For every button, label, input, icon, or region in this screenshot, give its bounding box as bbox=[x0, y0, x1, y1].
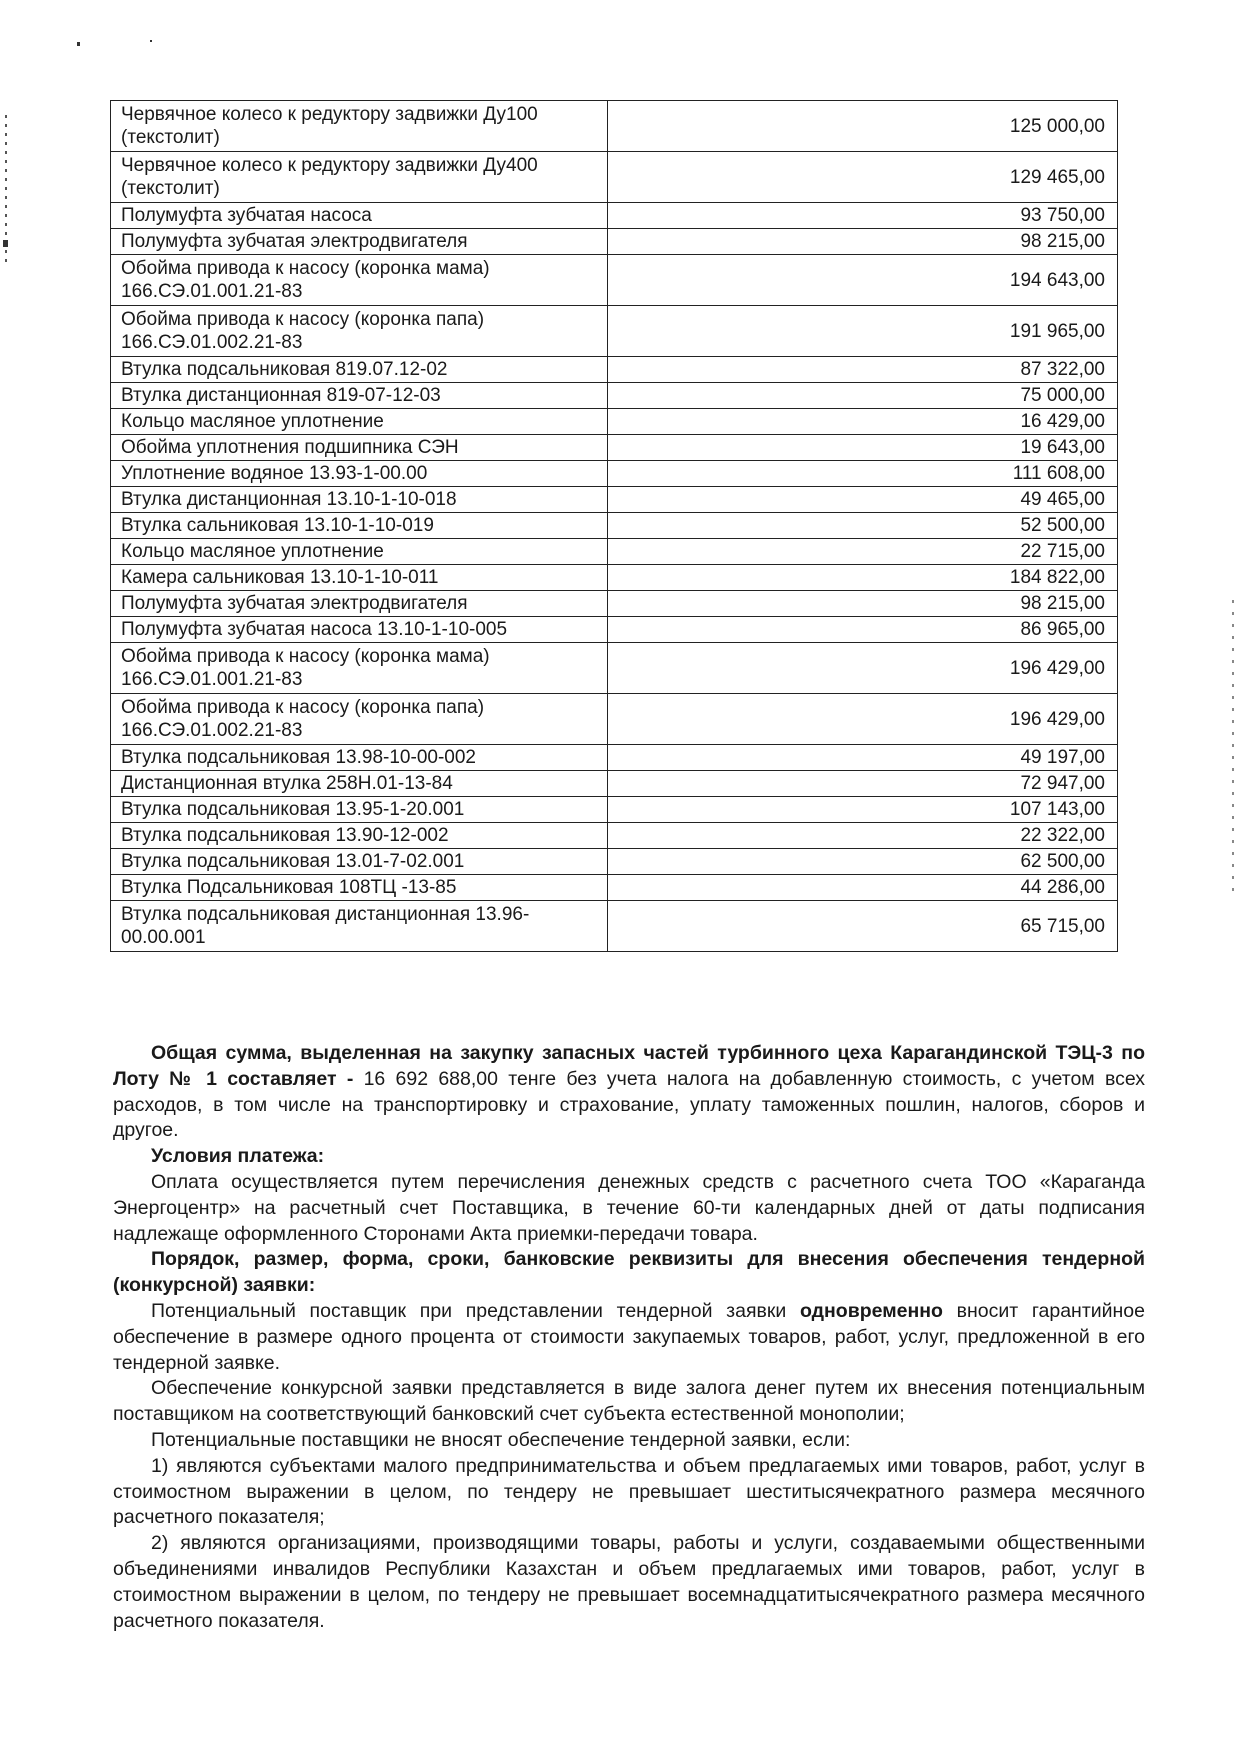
item-price-cell: 184 822,00 bbox=[608, 565, 1118, 591]
item-name-cell: Полумуфта зубчатая электродвигателя bbox=[111, 591, 608, 617]
item-price-cell: 44 286,00 bbox=[608, 875, 1118, 901]
item-price-cell: 49 197,00 bbox=[608, 745, 1118, 771]
table-row bbox=[111, 255, 1118, 306]
item-price-cell: 93 750,00 bbox=[608, 203, 1118, 229]
security-paragraph-4: 1) являются субъектами малого предпринимательства и объем предлагаемых ими товаров, работ, услуг в стоимостном выражении в целом, по тендеру не превышает шеститысячекратного размера месячного расчетного показателя; bbox=[113, 1454, 1145, 1529]
table-row bbox=[111, 357, 1118, 383]
table-row bbox=[111, 487, 1118, 513]
item-price-cell: 16 429,00 bbox=[608, 409, 1118, 435]
item-name-cell: Обойма привода к насосу (коронка папа) 166.СЭ.01.002.21-83 bbox=[111, 694, 608, 745]
table-row bbox=[111, 229, 1118, 255]
item-name-cell: Полумуфта зубчатая электродвигателя bbox=[111, 229, 608, 255]
item-price-cell: 65 715,00 bbox=[608, 901, 1118, 952]
total-amount-paragraph bbox=[113, 1041, 1145, 1144]
table-row bbox=[111, 383, 1118, 409]
security-heading: Порядок, размер, форма, сроки, банковские реквизиты для внесения обеспечения тендерной (конкурсной) заявки: bbox=[113, 1248, 1145, 1297]
item-name-cell: Втулка подсальниковая 13.95-1-20.001 bbox=[111, 797, 608, 823]
item-name-cell: Обойма привода к насосу (коронка мама) 166.СЭ.01.001.21-83 bbox=[111, 255, 608, 306]
item-price-cell: 191 965,00 bbox=[608, 306, 1118, 357]
item-name-cell: Уплотнение водяное 13.93-1-00.00 bbox=[111, 461, 608, 487]
payment-body: Оплата осуществляется путем перечисления денежных средств с расчетного счета ТОО «Караганда Энергоцентр» на расчетный счет Поставщика, в течение 60-ти календарных дней от даты подписания надлежаще оформленного Сторонами Акта приемки-передачи товара. bbox=[113, 1170, 1145, 1245]
table-row bbox=[111, 823, 1118, 849]
table-row bbox=[111, 745, 1118, 771]
table-row bbox=[111, 617, 1118, 643]
item-name-cell: Втулка подсальниковая 13.90-12-002 bbox=[111, 823, 608, 849]
item-price-cell: 98 215,00 bbox=[608, 229, 1118, 255]
scan-artifact-right-edge bbox=[1232, 600, 1234, 900]
item-price-cell: 75 000,00 bbox=[608, 383, 1118, 409]
item-name-cell: Обойма привода к насосу (коронка папа) 166.СЭ.01.002.21-83 bbox=[111, 306, 608, 357]
item-price-cell: 107 143,00 bbox=[608, 797, 1118, 823]
table-row bbox=[111, 409, 1118, 435]
item-price-cell: 22 715,00 bbox=[608, 539, 1118, 565]
item-name-cell: Червячное колесо к редуктору задвижки Ду100 (текстолит) bbox=[111, 101, 608, 152]
table-row bbox=[111, 591, 1118, 617]
table-row bbox=[111, 435, 1118, 461]
total-amount-rest: 16 692 688,00 тенге без учета налога на добавленную стоимость, с учетом всех расходов, в том числе на транспортировку и страхование, уплату таможенных пошлин, налогов, сборов и другое. bbox=[113, 1067, 1146, 1142]
table-row bbox=[111, 797, 1118, 823]
security-paragraph-5: 2) являются организациями, производящими товары, работы и услуги, создаваемыми общественными объединениями инвалидов Республики Казахстан и объем предлагаемых ими товаров, работ, услуг в стоимостном выражении в целом, по тендеру не превышает восемнадцатитысячекратного размера месячного расчетного показателя. bbox=[113, 1532, 1145, 1632]
security-paragraph-1: Потенциальный поставщик при представлении тендерной заявки одновременно вносит гарантийное обеспечение в размере одного процента от стоимости закупаемых товаров, работ, услуг, предложенной в его тендерной заявке. bbox=[113, 1299, 1145, 1374]
item-price-cell: 86 965,00 bbox=[608, 617, 1118, 643]
items-price-table bbox=[110, 100, 1118, 952]
items-table-body bbox=[111, 101, 1118, 952]
item-price-cell: 62 500,00 bbox=[608, 849, 1118, 875]
table-row bbox=[111, 461, 1118, 487]
body-text bbox=[113, 1041, 1145, 1634]
table-row bbox=[111, 152, 1118, 203]
item-price-cell: 19 643,00 bbox=[608, 435, 1118, 461]
item-price-cell: 49 465,00 bbox=[608, 487, 1118, 513]
item-price-cell: 72 947,00 bbox=[608, 771, 1118, 797]
table-row bbox=[111, 849, 1118, 875]
item-name-cell: Обойма привода к насосу (коронка мама) 166.СЭ.01.001.21-83 bbox=[111, 643, 608, 694]
payment-heading: Условия платежа: bbox=[151, 1145, 325, 1168]
item-price-cell: 196 429,00 bbox=[608, 694, 1118, 745]
table-row bbox=[111, 306, 1118, 357]
item-name-cell: Втулка дистанционная 819-07-12-03 bbox=[111, 383, 608, 409]
item-name-cell: Червячное колесо к редуктору задвижки Ду400 (текстолит) bbox=[111, 152, 608, 203]
item-price-cell: 196 429,00 bbox=[608, 643, 1118, 694]
table-row bbox=[111, 203, 1118, 229]
item-name-cell: Обойма уплотнения подшипника СЭН bbox=[111, 435, 608, 461]
table-row bbox=[111, 771, 1118, 797]
item-name-cell: Втулка подсальниковая 13.01-7-02.001 bbox=[111, 849, 608, 875]
item-name-cell: Полумуфта зубчатая насоса 13.10-1-10-005 bbox=[111, 617, 608, 643]
item-name-cell: Кольцо масляное уплотнение bbox=[111, 409, 608, 435]
item-name-cell: Втулка подсальниковая дистанционная 13.96-00.00.001 bbox=[111, 901, 608, 952]
item-name-cell: Втулка Подсальниковая 108ТЦ -13-85 bbox=[111, 875, 608, 901]
table-row bbox=[111, 101, 1118, 152]
item-name-cell: Втулка дистанционная 13.10-1-10-018 bbox=[111, 487, 608, 513]
scan-artifact-dot bbox=[77, 42, 80, 46]
item-name-cell: Втулка подсальниковая 13.98-10-00-002 bbox=[111, 745, 608, 771]
item-price-cell: 22 322,00 bbox=[608, 823, 1118, 849]
item-price-cell: 98 215,00 bbox=[608, 591, 1118, 617]
item-name-cell: Кольцо масляное уплотнение bbox=[111, 539, 608, 565]
item-price-cell: 129 465,00 bbox=[608, 152, 1118, 203]
item-price-cell: 87 322,00 bbox=[608, 357, 1118, 383]
item-price-cell: 111 608,00 bbox=[608, 461, 1118, 487]
item-name-cell: Втулка подсальниковая 819.07.12-02 bbox=[111, 357, 608, 383]
table-row bbox=[111, 565, 1118, 591]
table-row bbox=[111, 513, 1118, 539]
table-row bbox=[111, 901, 1118, 952]
item-name-cell: Дистанционная втулка 258Н.01-13-84 bbox=[111, 771, 608, 797]
emphasis-simultaneously: одновременно bbox=[799, 1299, 943, 1322]
item-name-cell: Полумуфта зубчатая насоса bbox=[111, 203, 608, 229]
item-price-cell: 52 500,00 bbox=[608, 513, 1118, 539]
table-row bbox=[111, 875, 1118, 901]
total-amount-bold: Общая сумма, выделенная на закупку запасных частей турбинного цеха Карагандинской ТЭЦ-3 по Лоту № 1 составляет - bbox=[113, 1042, 1145, 1090]
item-price-cell: 194 643,00 bbox=[608, 255, 1118, 306]
item-price-cell: 125 000,00 bbox=[608, 101, 1118, 152]
table-row bbox=[111, 539, 1118, 565]
table-row bbox=[111, 643, 1118, 694]
scan-artifact-dot bbox=[150, 40, 152, 42]
table-row bbox=[111, 694, 1118, 745]
security-paragraph-3: Потенциальные поставщики не вносят обеспечение тендерной заявки, если: bbox=[151, 1428, 851, 1451]
item-name-cell: Втулка сальниковая 13.10-1-10-019 bbox=[111, 513, 608, 539]
item-name-cell: Камера сальниковая 13.10-1-10-011 bbox=[111, 565, 608, 591]
security-paragraph-2: Обеспечение конкурсной заявки представляется в виде залога денег путем их внесения потенциальным поставщиком на соответствующий банковский счет субъекта естественной монополии; bbox=[113, 1377, 1145, 1426]
scan-artifact-left-mark bbox=[3, 240, 8, 247]
